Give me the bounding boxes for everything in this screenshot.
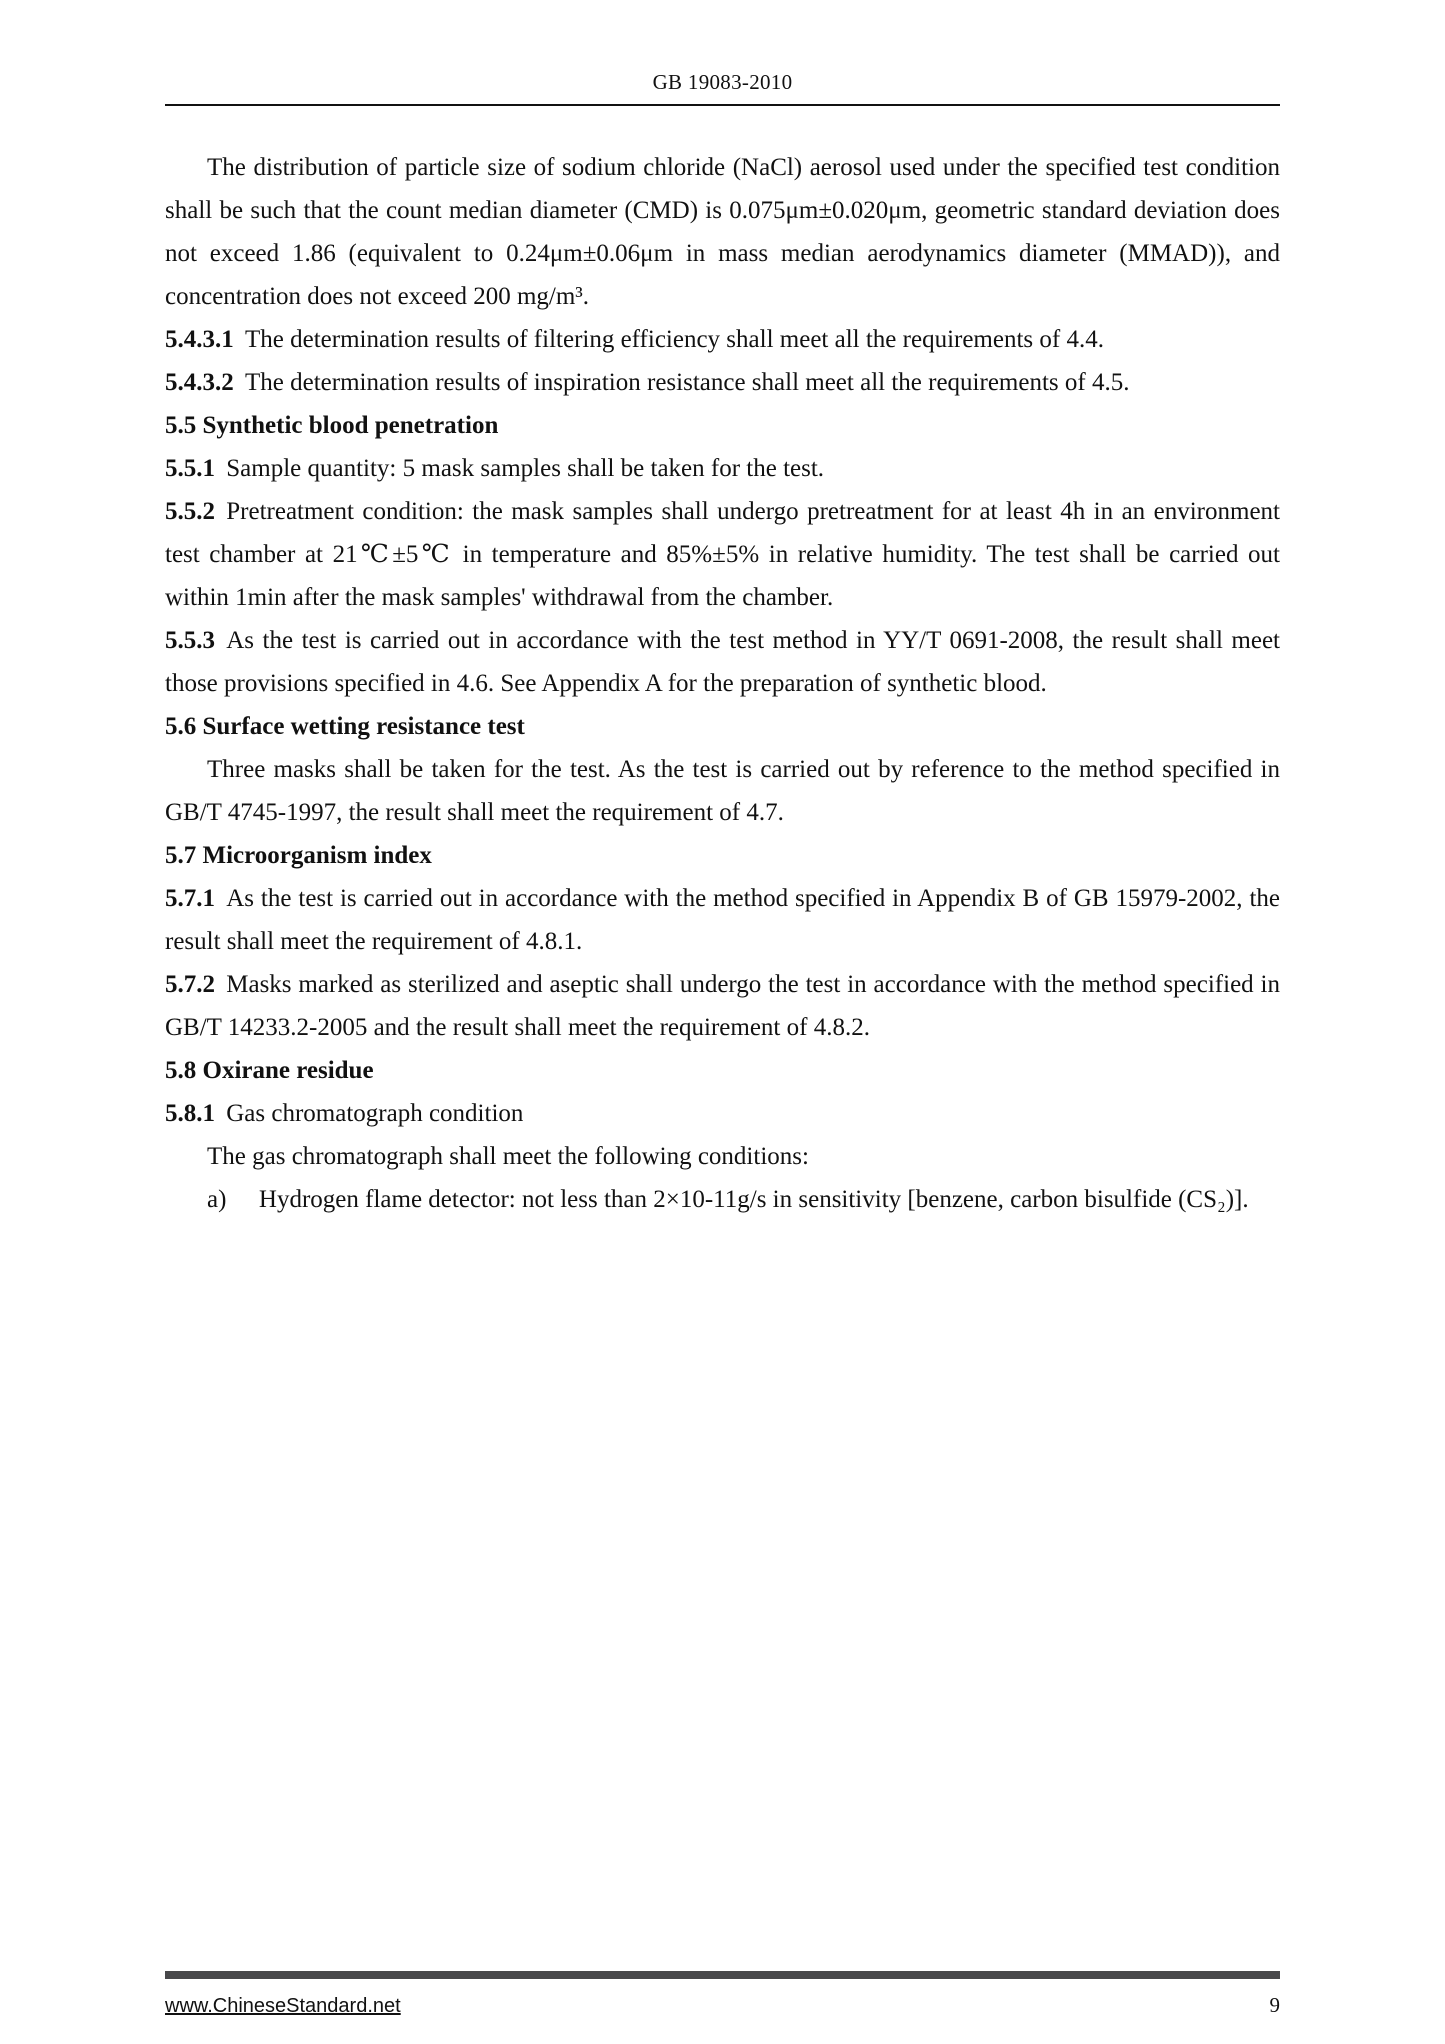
clause-number: 5.7.1 xyxy=(165,885,215,912)
clause-number: 5.5.3 xyxy=(165,627,215,654)
paragraph xyxy=(165,1135,1280,1178)
paragraph xyxy=(165,490,1280,619)
clause-text: Masks marked as sterilized and aseptic shall undergo the test in accordance with the method specified in GB/T 14233.2-2005 and the result shall meet the requirement of 4.8.2. xyxy=(165,971,1280,1041)
paragraph xyxy=(165,447,1280,490)
paragraph xyxy=(165,318,1280,361)
section-heading-text: 5.6 Surface wetting resistance test xyxy=(165,713,525,740)
section-heading xyxy=(165,404,1280,447)
paragraph-text: Three masks shall be taken for the test. As the test is carried out by reference to the method specified in GB/T 4745-1997, the result shall meet the requirement of 4.7. xyxy=(165,756,1280,826)
section-heading-text: 5.8 Oxirane residue xyxy=(165,1057,374,1084)
clause-number: 5.5.2 xyxy=(165,498,215,525)
clause-number: 5.5.1 xyxy=(165,455,215,482)
paragraph xyxy=(165,146,1280,318)
paragraph xyxy=(165,1092,1280,1135)
paragraph xyxy=(165,361,1280,404)
clause-text: Gas chromatograph condition xyxy=(226,1100,524,1127)
paragraph-text: The distribution of particle size of sodium chloride (NaCl) aerosol used under the specified test condition shall be such that the count median diameter (CMD) is 0.075μm±0.020μm, geometric standard deviation does not exceed 1.86 (equivalent to 0.24μm±0.06μm in mass median aerodynamics diameter (MMAD)), and concentration does not exceed 200 mg/m³. xyxy=(165,154,1280,310)
list-item-text: Hydrogen flame detector: not less than 2×10-11g/s in sensitivity [benzene, carbon bisulfide (CS₂)]. xyxy=(258,1186,1249,1213)
clause-text: The determination results of inspiration resistance shall meet all the requirements of 4.5. xyxy=(245,369,1130,396)
page-number: 9 xyxy=(1269,1993,1280,2017)
list-item-marker: a) xyxy=(207,1186,227,1213)
clause-text: As the test is carried out in accordance with the method specified in Appendix B of GB 15979-2002, the result shall meet the requirement of 4.8.1. xyxy=(165,885,1280,955)
section-heading xyxy=(165,834,1280,877)
header-title: GB 19083-2010 xyxy=(652,70,793,94)
paragraph xyxy=(165,619,1280,705)
list-item xyxy=(165,1178,1280,1221)
paragraph xyxy=(165,963,1280,1049)
section-heading-text: 5.5 Synthetic blood penetration xyxy=(165,412,499,439)
clause-text: As the test is carried out in accordance with the test method in YY/T 0691-2008, the result shall meet those provisions specified in 4.6. See Appendix A for the preparation of synthetic blood. xyxy=(165,627,1280,697)
clause-number: 5.4.3.2 xyxy=(165,369,234,396)
section-heading xyxy=(165,705,1280,748)
section-heading xyxy=(165,1049,1280,1092)
clause-text: Sample quantity: 5 mask samples shall be taken for the test. xyxy=(226,455,825,482)
clause-text: Pretreatment condition: the mask samples shall undergo pretreatment for at least 4h in an environment test chamber at 21℃±5℃ in temperature and 85%±5% in relative humidity. The test shall be carried out within 1min after the mask samples' withdrawal from the chamber. xyxy=(165,498,1280,611)
clause-number: 5.7.2 xyxy=(165,971,215,998)
paragraph-text: The gas chromatograph shall meet the following conditions: xyxy=(207,1143,809,1170)
document-body xyxy=(165,146,1280,1221)
clause-number: 5.4.3.1 xyxy=(165,326,234,353)
page-footer xyxy=(165,1971,1280,2018)
paragraph xyxy=(165,877,1280,963)
section-heading-text: 5.7 Microorganism index xyxy=(165,842,432,869)
footer-divider-bar xyxy=(165,1971,1280,1979)
page-header xyxy=(165,70,1280,106)
footer-row xyxy=(165,1993,1280,2018)
clause-number: 5.8.1 xyxy=(165,1100,215,1127)
paragraph xyxy=(165,748,1280,834)
footer-link[interactable]: www.ChineseStandard.net xyxy=(165,1995,401,2017)
clause-text: The determination results of filtering efficiency shall meet all the requirements of 4.4. xyxy=(245,326,1104,353)
